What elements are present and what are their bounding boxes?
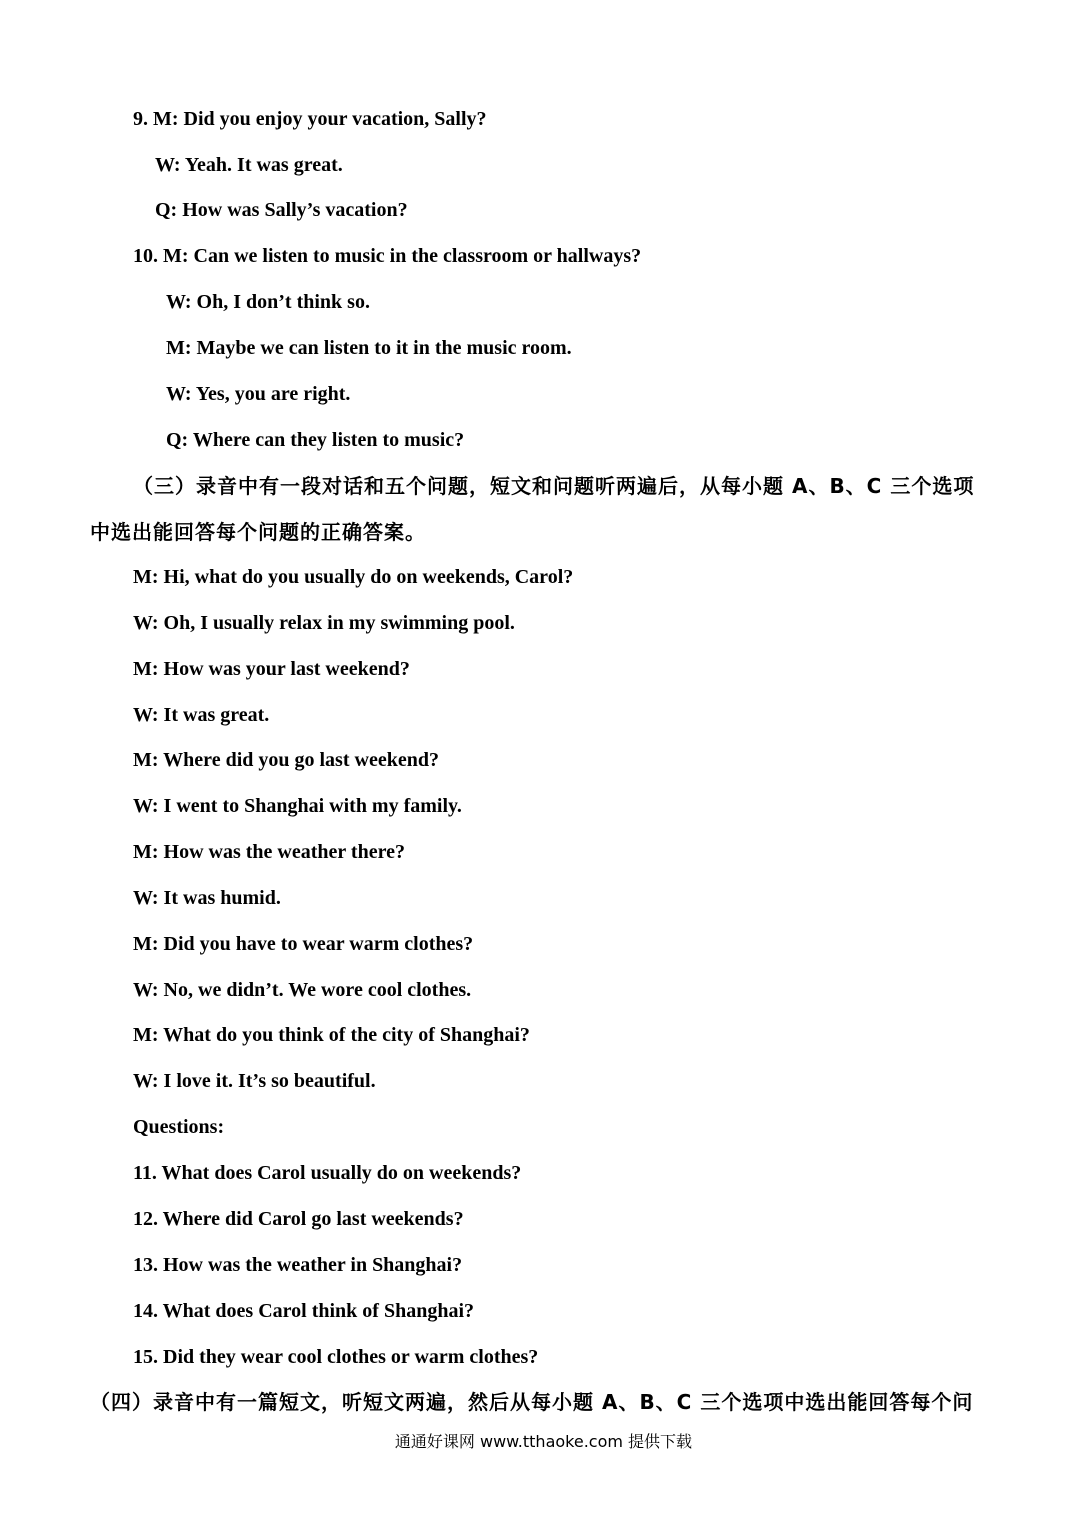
question-item: 14. What does Carol think of Shanghai?	[133, 1300, 475, 1322]
question-item: 13. How was the weather in Shanghai?	[133, 1254, 463, 1276]
dialogue-line: M: Where did you go last weekend?	[133, 749, 439, 771]
dialogue-line: M: Did you have to wear warm clothes?	[133, 933, 474, 955]
dialogue-line: W: I love it. It’s so beautiful.	[133, 1070, 376, 1092]
page-footer: 通通好课网 www.tthaoke.com 提供下载	[394, 1432, 693, 1451]
question-item: 11. What does Carol usually do on weekends?	[133, 1162, 522, 1184]
q10-question-line: Q: Where can they listen to music?	[166, 429, 465, 451]
dialogue-line: M: Hi, what do you usually do on weekends, Carol?	[133, 566, 574, 588]
q10-woman-line-2: W: Yes, you are right.	[166, 383, 351, 405]
q9-question-line: Q: How was Sally’s vacation?	[155, 199, 408, 221]
q9-woman-line: W: Yeah. It was great.	[155, 154, 343, 176]
q10-woman-line-1: W: Oh, I don’t think so.	[166, 291, 370, 313]
q10-man-line-2: M: Maybe we can listen to it in the music room.	[166, 337, 572, 359]
part3-instruction-line-2: 中选出能回答每个问题的正确答案。	[90, 520, 426, 544]
part4-instruction-line-1: （四）录音中有一篇短文，听短文两遍，然后从每小题 A、B、C 三个选项中选出能回答每个问	[90, 1390, 974, 1414]
q9-man-line: 9. M: Did you enjoy your vacation, Sally?	[133, 108, 487, 130]
q10-man-line-1: 10. M: Can we listen to music in the classroom or hallways?	[133, 245, 642, 267]
dialogue-line: M: How was your last weekend?	[133, 658, 410, 680]
dialogue-line: W: Oh, I usually relax in my swimming pool.	[133, 612, 515, 634]
questions-label: Questions:	[133, 1116, 225, 1138]
dialogue-line: M: What do you think of the city of Shanghai?	[133, 1024, 530, 1046]
dialogue-line: W: No, we didn’t. We wore cool clothes.	[133, 979, 472, 1001]
part3-instruction-line-1: （三）录音中有一段对话和五个问题，短文和问题听两遍后，从每小题 A、B、C 三个选项	[133, 474, 975, 498]
dialogue-line: W: It was humid.	[133, 887, 281, 909]
dialogue-line: W: I went to Shanghai with my family.	[133, 795, 462, 817]
question-item: 15. Did they wear cool clothes or warm clothes?	[133, 1346, 539, 1368]
question-item: 12. Where did Carol go last weekends?	[133, 1208, 464, 1230]
dialogue-line: M: How was the weather there?	[133, 841, 405, 863]
dialogue-line: W: It was great.	[133, 704, 270, 726]
